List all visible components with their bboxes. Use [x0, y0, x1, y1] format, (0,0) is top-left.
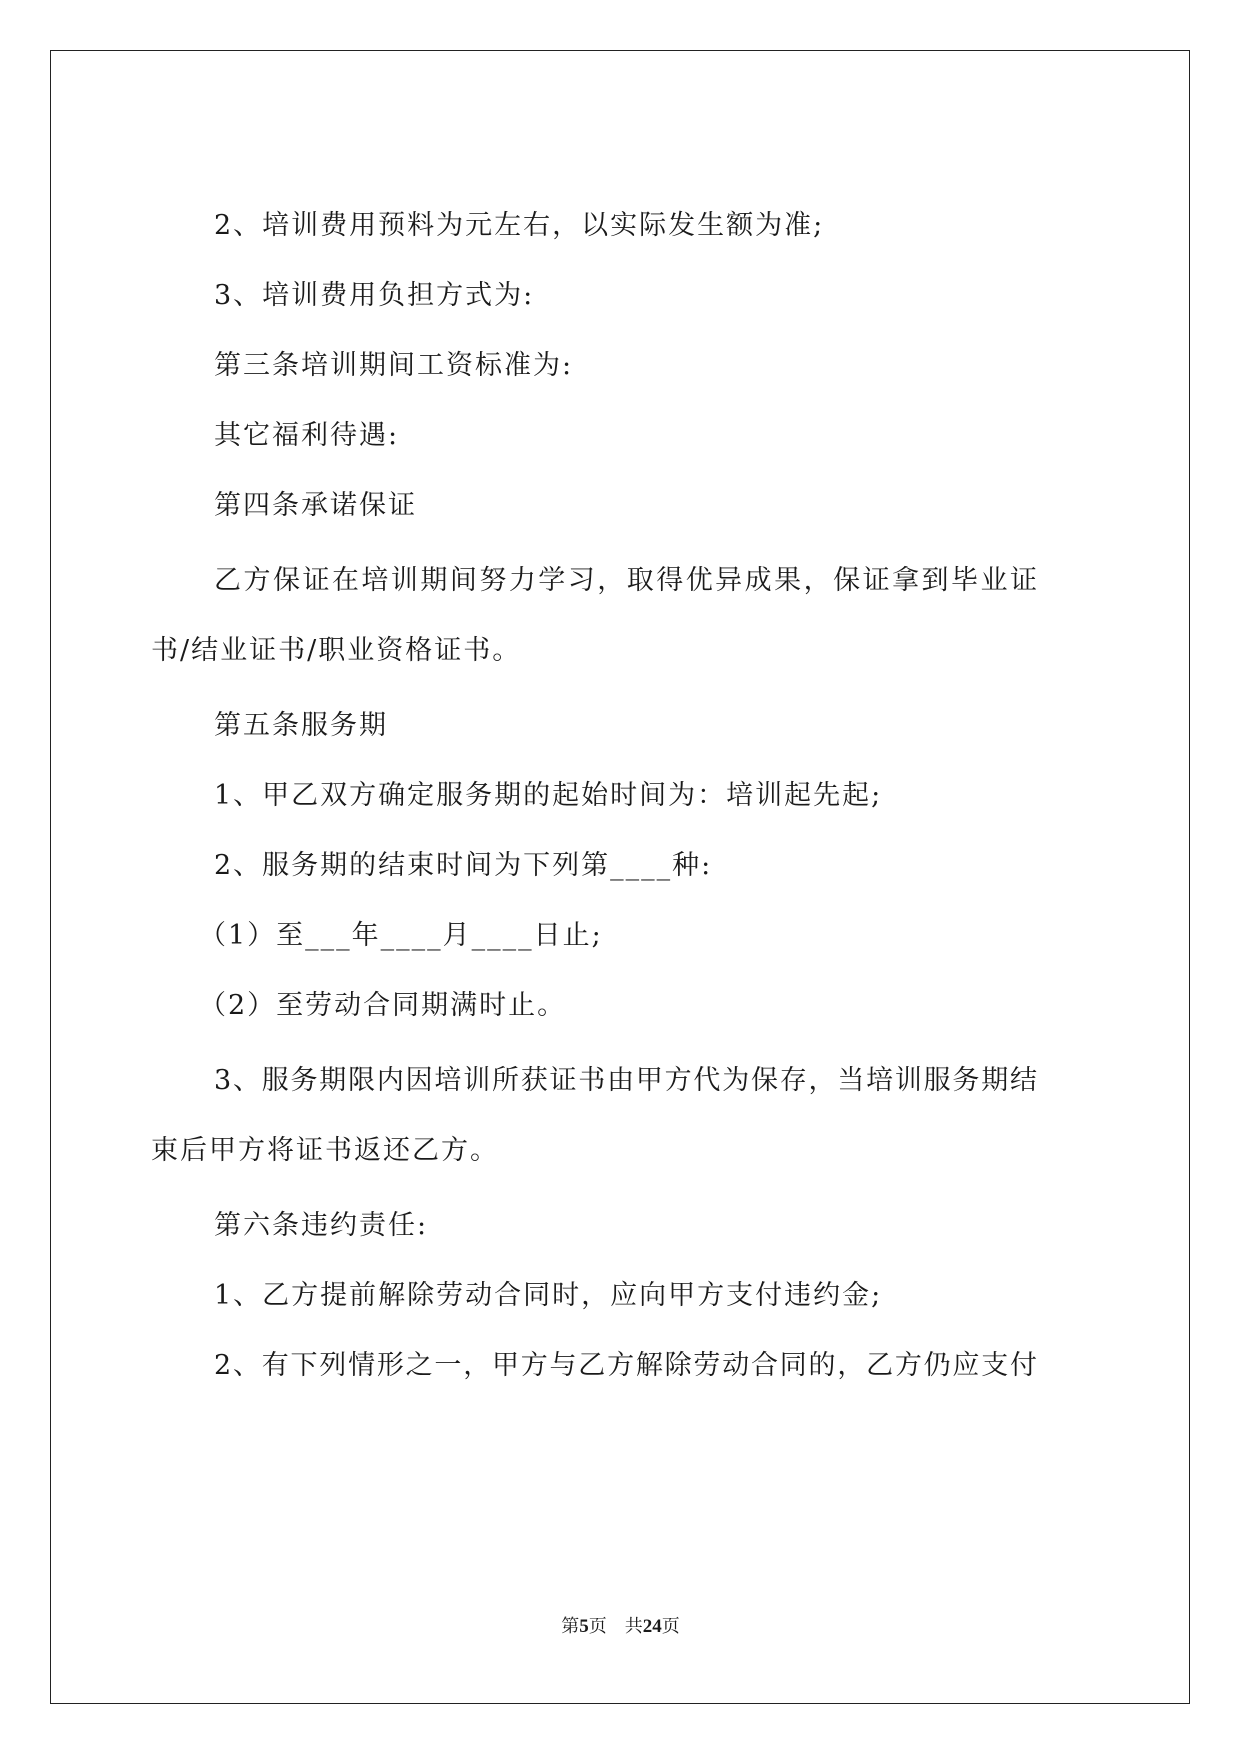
- page-frame: [50, 50, 1190, 1704]
- article-6-heading: 第六条违约责任:: [214, 1210, 429, 1241]
- footer-page-number: 5: [579, 1616, 589, 1637]
- paragraph-guarantee-line-1: 乙方保证在培训期间努力学习，取得优异成果，保证拿到毕业证: [214, 565, 1037, 596]
- paragraph-termination-cases: 2、有下列情形之一，甲方与乙方解除劳动合同的，乙方仍应支付: [214, 1350, 1037, 1381]
- footer-page-total: 24: [642, 1616, 662, 1637]
- page-footer: [0, 1612, 1241, 1638]
- article-5-heading: 第五条服务期: [214, 710, 388, 741]
- article-4-heading: 第四条承诺保证: [214, 490, 417, 521]
- footer-prefix: 第: [561, 1616, 580, 1637]
- paragraph-certificate-line-2: 束后甲方将证书返还乙方。: [151, 1135, 499, 1166]
- article-3-heading: 第三条培训期间工资标准为:: [214, 350, 574, 381]
- paragraph-certificate-line-1: 3、服务期限内因培训所获证书由甲方代为保存，当培训服务期结: [214, 1065, 1037, 1096]
- paragraph-cost-bearing: 3、培训费用负担方式为:: [214, 280, 535, 311]
- paragraph-training-cost-estimate: 2、培训费用预料为元左右，以实际发生额为准;: [214, 210, 825, 241]
- paragraph-early-termination: 1、乙方提前解除劳动合同时，应向甲方支付违约金;: [214, 1280, 883, 1311]
- paragraph-option-1: （1）至___年____月____日止;: [199, 920, 603, 951]
- paragraph-service-start: 1、甲乙双方确定服务期的起始时间为：培训起先起;: [214, 780, 883, 811]
- paragraph-service-end: 2、服务期的结束时间为下列第____种:: [214, 850, 713, 881]
- footer-mid: 页 共: [588, 1616, 643, 1637]
- footer-suffix: 页: [661, 1616, 680, 1637]
- paragraph-guarantee-line-2: 书/结业证书/职业资格证书。: [151, 635, 522, 666]
- paragraph-other-benefits: 其它福利待遇:: [214, 420, 400, 451]
- paragraph-option-2: （2）至劳动合同期满时止。: [199, 990, 567, 1021]
